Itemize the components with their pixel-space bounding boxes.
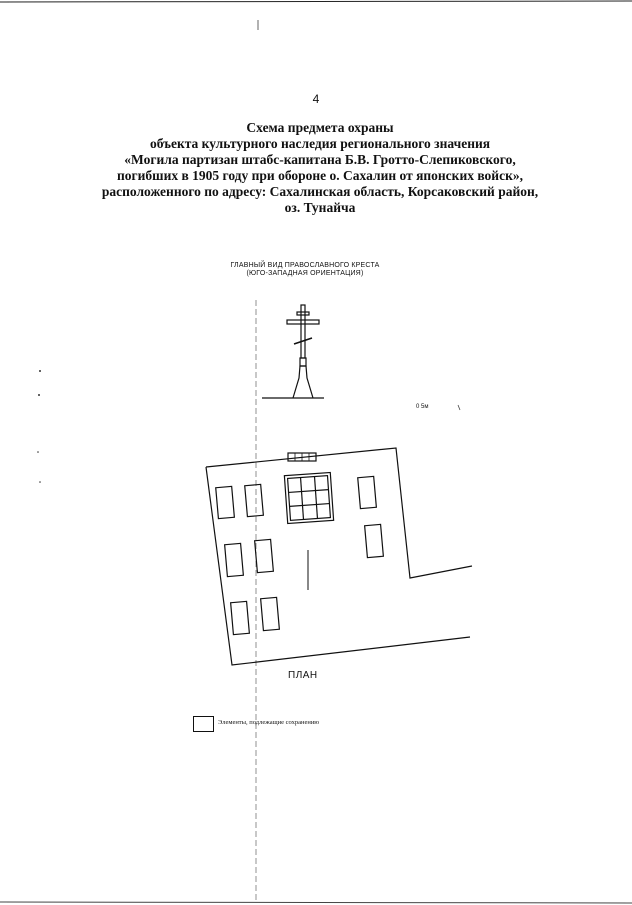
- cross-base: [293, 366, 313, 398]
- legend-swatch: [193, 716, 214, 732]
- title-line-2: объекта культурного наследия регионального значения: [149, 136, 491, 151]
- cross-view-caption-line-1: ГЛАВНЫЙ ВИД ПРАВОСЛАВНОГО КРЕСТА: [230, 262, 380, 269]
- cross-view-caption-line-2: (ЮГО-ЗАПАДНАЯ ОРИЕНТАЦИЯ): [246, 270, 364, 277]
- plan-outline: [206, 448, 472, 665]
- scan-bottom-edge: [0, 902, 632, 903]
- site-plan-drawing: [206, 448, 472, 665]
- scan-speck: [37, 451, 39, 453]
- cross-top-bar: [297, 312, 309, 315]
- grave-8: [261, 597, 280, 630]
- grave-1: [216, 486, 235, 518]
- scan-speck: [458, 405, 460, 410]
- title-line-4: погибших в 1905 году при обороне о. Сахалин от японских войск»,: [117, 168, 523, 183]
- grave-5: [255, 539, 274, 572]
- cross-slanted-bar: [294, 338, 312, 344]
- title-line-3: «Могила партизан штабс-капитана Б.В. Гротто-Слепиковского,: [124, 152, 516, 167]
- grave-3: [358, 476, 377, 508]
- cross-main-bar: [287, 320, 319, 324]
- page-number: 4: [312, 92, 320, 106]
- cross-shaft: [301, 305, 305, 358]
- title-line-1: Схема предмета охраны: [246, 120, 394, 135]
- scale-bar-label: 0 5м: [416, 404, 429, 410]
- plan-label: ПЛАН: [288, 670, 318, 681]
- grave-6: [365, 524, 384, 557]
- scan-speck: [39, 481, 41, 483]
- scan-speck: [39, 370, 41, 372]
- cross-base-block: [300, 358, 306, 366]
- grave-2: [245, 484, 264, 516]
- orthodox-cross-drawing: [262, 305, 324, 398]
- title-line-6: оз. Тунайча: [284, 200, 356, 215]
- title-line-5: расположенного по адресу: Сахалинская область, Корсаковский район,: [101, 184, 539, 199]
- scan-top-edge: [0, 1, 632, 2]
- legend-label: Элементы, подлежащие сохранению: [218, 719, 320, 726]
- grave-plots: [216, 476, 384, 634]
- scan-speck: [38, 394, 40, 396]
- grave-7: [231, 601, 250, 634]
- central-grid: [284, 472, 333, 523]
- grave-4: [225, 543, 244, 576]
